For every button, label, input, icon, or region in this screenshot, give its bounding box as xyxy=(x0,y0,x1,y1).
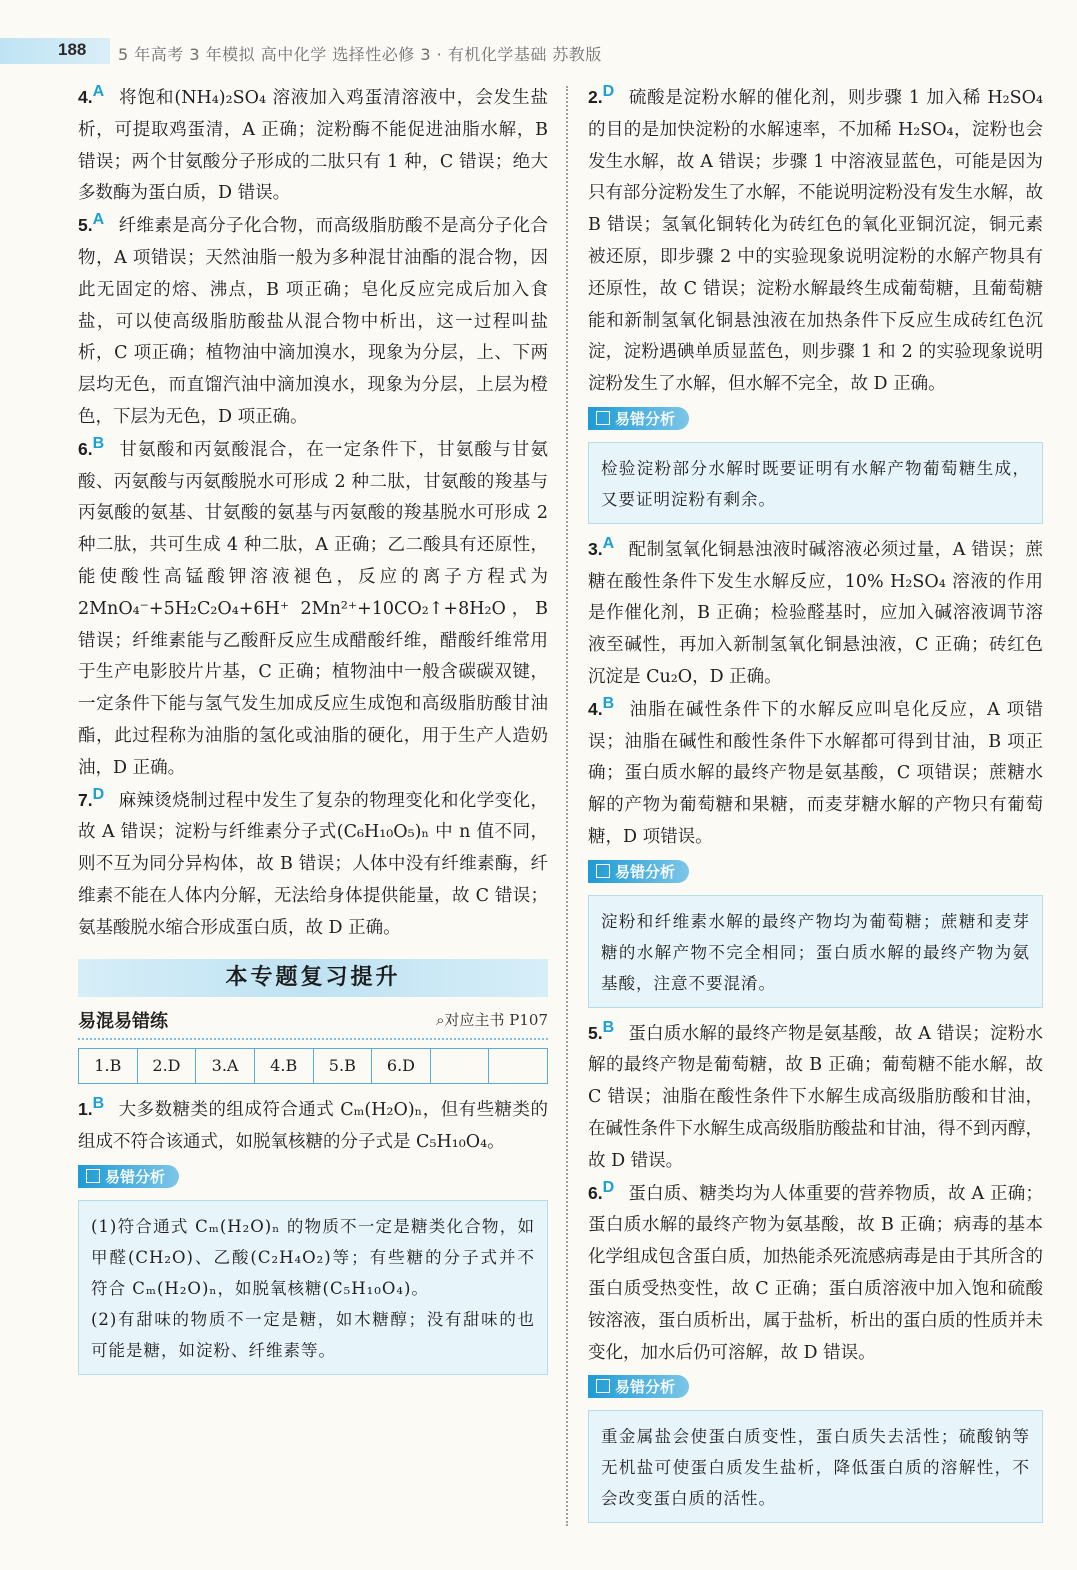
answer-letter: A xyxy=(92,211,105,229)
answer-letter: D xyxy=(602,1178,615,1196)
answer-text: 配制氢氧化铜悬浊液时碱溶液必须过量，A 错误；蔗糖在酸性条件下发生水解反应，10% H₂SO₄ 溶液的作用是作催化剂，B 正确；检验醛基时，应加入碱溶液调节溶液至碱性，再加入新制氢氧化铜悬浊液，C 正确；砖红色沉淀是 Cu₂O，D 正确。 xyxy=(588,539,1043,687)
book-title: 5 年高考 3 年模拟 高中化学 选择性必修 3 · 有机化学基础 苏教版 xyxy=(118,45,602,64)
page-header xyxy=(0,32,1077,72)
answer-text: 纤维素是高分子化合物，而高级脂肪酸不是高分子化合物，A 项错误；天然油脂一般为多种混甘油酯的混合物，因此无固定的熔、沸点，B 项正确；皂化反应完成后加入食盐，可以使高级脂肪酸盐从混合物中析出，这一过程叫盐析，C 项正确；植物油中滴加溴水，现象为分层，上、下两层均无色，而直馏汽油中滴加溴水，现象为分层，上层为橙色，下层为无色，D 项正确。 xyxy=(78,216,548,427)
section-banner: 本专题复习提升 xyxy=(78,959,548,997)
error-analysis-box xyxy=(588,895,1043,1008)
left-column xyxy=(78,82,548,1385)
tip-paragraph: (2)有甜味的物质不一定是糖，如木糖醇；没有甜味的也可能是糖，如淀粉、纤维素等。 xyxy=(91,1309,535,1360)
answer-text: 大多数糖类的组成符合通式 Cₘ(H₂O)ₙ，但有些糖类的组成不符合该通式，如脱氧核糖的分子式是 C₅H₁₀O₄。 xyxy=(78,1100,548,1152)
answer-key-cell: 1.B xyxy=(79,1049,138,1084)
answer-text: 麻辣烫烧制过程中发生了复杂的物理变化和化学变化，故 A 错误；淀粉与纤维素分子式(C₆H₁₀O₅)ₙ 中 n 值不同，则不互为同分异构体，故 B 错误；人体中没有纤维素酶，纤维素不能在人体内分解，无法给身体提供能量，故 C 错误；氨基酸脱水缩合形成蛋白质，故 D 正确。 xyxy=(78,790,548,938)
book-icon xyxy=(596,864,610,878)
error-analysis-tag: 易错分析 xyxy=(588,407,689,430)
answer-key-cell xyxy=(430,1049,489,1084)
answer-text: 蛋白质水解的最终产物是氨基酸，故 A 错误；淀粉水解的最终产物是葡萄糖，故 B 正确；葡萄糖不能水解，故 C 错误；油脂在酸性条件下水解生成高级脂肪酸和甘油，在碱性条件下水解生成高级脂肪酸盐和甘油，得不到丙醇，故 D 错误。 xyxy=(588,1023,1043,1171)
answer-item: 1.B 大多数糖类的组成符合通式 Cₘ(H₂O)ₙ，但有些糖类的组成不符合该通式，如脱氧核糖的分子式是 C₅H₁₀O₄。 xyxy=(78,1095,548,1152)
answer-item: 6.B 甘氨酸和丙氨酸混合，在一定条件下，甘氨酸与甘氨酸、丙氨酸与丙氨酸脱水可形成 2 种二肽，甘氨酸的羧基与丙氨酸的氨基、甘氨酸的氨基与丙氨酸的羧基脱水可形成 2 种二肽，共可生成 4 种二肽，A 正确；乙二酸具有还原性，能使酸性高锰酸钾溶液褪色，反应的离子方程式为 2MnO₄⁻+5H₂C₂O₄+6H⁺ 2Mn²⁺+10CO₂↑+8H₂O，B 错误；纤维素能与乙酸酐反应生成醋酸纤维，醋酸纤维常用于生产电影胶片片基，C 正确；植物油中一般含碳碳双键，一定条件下能与氢气发生加成反应生成饱和高级脂肪酸甘油酯，此过程称为油脂的氢化或油脂的硬化，用于生产人造奶油，D 正确。 xyxy=(78,434,548,778)
page-number-tab xyxy=(0,38,110,64)
answer-letter: B xyxy=(602,694,615,712)
answer-item: 3.A 配制氢氧化铜悬浊液时碱溶液必须过量，A 错误；蔗糖在酸性条件下发生水解反应，10% H₂SO₄ 溶液的作用是作催化剂，B 正确；检验醛基时，应加入碱溶液调节溶液至碱性，再加入新制氢氧化铜悬浊液，C 正确；砖红色沉淀是 Cu₂O，D 正确。 xyxy=(588,534,1043,687)
answer-text: 蛋白质、糖类均为人体重要的营养物质，故 A 正确；蛋白质水解的最终产物为氨基酸，故 B 正确；病毒的基本化学组成包含蛋白质，加热能杀死流感病毒是由于其所含的蛋白质受热变性，故 C 正确；蛋白质溶液中加入饱和硫酸铵溶液，蛋白质析出，属于盐析，析出的蛋白质的性质并未变化，加水后仍可溶解，故 D 错误。 xyxy=(588,1183,1043,1363)
error-analysis-box xyxy=(588,1410,1043,1523)
answer-text: 甘氨酸和丙氨酸混合，在一定条件下，甘氨酸与甘氨酸、丙氨酸与丙氨酸脱水可形成 2 种二肽，甘氨酸的羧基与丙氨酸的氨基、甘氨酸的氨基与丙氨酸的羧基脱水可形成 2 种二肽，共可生成 4 种二肽，A 正确；乙二酸具有还原性，能使酸性高锰酸钾溶液褪色，反应的离子方程式为 2MnO₄⁻+5H₂C₂O₄+6H⁺ 2Mn²⁺+10CO₂↑+8H₂O，B 错误；纤维素能与乙酸酐反应生成醋酸纤维，醋酸纤维常用于生产电影胶片片基，C 正确；植物油中一般含碳碳双键，一定条件下能与氢气发生加成反应生成饱和高级脂肪酸甘油酯，此过程称为油脂的氢化或油脂的硬化，用于生产人造奶油，D 正确。 xyxy=(78,439,548,778)
book-icon xyxy=(596,411,610,425)
answer-item: 2.D 硫酸是淀粉水解的催化剂，则步骤 1 加入稀 H₂SO₄ 的目的是加快淀粉的水解速率，不加稀 H₂SO₄，淀粉也会发生水解，故 A 错误；步骤 1 中溶液显蓝色，可能是因为只有部分淀粉发生了水解，不能说明淀粉没有发生水解，故 B 错误；氢氧化铜转化为砖红色的氧化亚铜沉淀，铜元素被还原，即步骤 2 中的实验现象说明淀粉的水解产物具有还原性，故 C 错误；淀粉水解最终生成葡萄糖，且葡萄糖能和新制氢氧化铜悬浊液在加热条件下反应生成砖红色沉淀，淀粉遇碘单质显蓝色，则步骤 1 和 2 的实验现象说明淀粉发生了水解，但水解不完全，故 D 正确。 xyxy=(588,83,1043,395)
answer-text: 将饱和(NH₄)₂SO₄ 溶液加入鸡蛋清溶液中，会发生盐析，可提取鸡蛋清，A 正确；淀粉酶不能促进油脂水解，B 错误；两个甘氨酸分子形成的二肽只有 1 种，C 错误；绝大多数酶为蛋白质，D 错误。 xyxy=(78,88,548,204)
tip-paragraph: 重金属盐会使蛋白质变性，蛋白质失去活性；硫酸钠等无机盐可使蛋白质发生盐析，降低蛋白质的溶解性，不会改变蛋白质的活性。 xyxy=(601,1427,1030,1509)
answer-letter: B xyxy=(92,434,105,452)
page-number: 188 xyxy=(58,40,87,59)
answer-item: 6.D 蛋白质、糖类均为人体重要的营养物质，故 A 正确；蛋白质水解的最终产物为氨基酸，故 B 正确；病毒的基本化学组成包含蛋白质，加热能杀死流感病毒是由于其所含的蛋白质受热变性，故 C 正确；蛋白质溶液中加入饱和硫酸铵溶液，蛋白质析出，属于盐析，析出的蛋白质的性质并未变化，加水后仍可溶解，故 D 错误。 xyxy=(588,1178,1043,1363)
book-icon xyxy=(86,1169,100,1183)
answer-letter: A xyxy=(602,534,615,552)
error-analysis-box xyxy=(78,1200,548,1375)
error-analysis-tag: 易错分析 xyxy=(78,1165,179,1188)
right-column xyxy=(588,82,1043,1533)
answer-item: 5.A 纤维素是高分子化合物，而高级脂肪酸不是高分子化合物，A 项错误；天然油脂一般为多种混甘油酯的混合物，因此无固定的熔、沸点，B 项正确；皂化反应完成后加入食盐，可以使高级脂肪酸盐从混合物中析出，这一过程叫盐析，C 项正确；植物油中滴加溴水，现象为分层，上、下两层均无色，而直馏汽油中滴加溴水，现象为分层，上层为橙色，下层为无色，D 项正确。 xyxy=(78,211,548,427)
subsection-ref: ⌕对应主书 P107 xyxy=(436,1010,548,1029)
answer-letter: D xyxy=(602,83,615,101)
answer-text: 硫酸是淀粉水解的催化剂，则步骤 1 加入稀 H₂SO₄ 的目的是加快淀粉的水解速率，不加稀 H₂SO₄，淀粉也会发生水解，故 A 错误；步骤 1 中溶液显蓝色，可能是因为只有部分淀粉发生了水解，不能说明淀粉没有发生水解，故 B 错误；氢氧化铜转化为砖红色的氧化亚铜沉淀，铜元素被还原，即步骤 2 中的实验现象说明淀粉的水解产物具有还原性，故 C 错误；淀粉水解最终生成葡萄糖，且葡萄糖能和新制氢氧化铜悬浊液在加热条件下反应生成砖红色沉淀，淀粉遇碘单质显蓝色，则步骤 1 和 2 的实验现象说明淀粉发生了水解，但水解不完全，故 D 正确。 xyxy=(588,88,1043,395)
answer-key-cell: 5.B xyxy=(313,1049,372,1084)
answer-item: 7.D 麻辣烫烧制过程中发生了复杂的物理变化和化学变化，故 A 错误；淀粉与纤维素分子式(C₆H₁₀O₅)ₙ 中 n 值不同，则不互为同分异构体，故 B 错误；人体中没有纤维素酶，纤维素不能在人体内分解，无法给身体提供能量，故 C 错误；氨基酸脱水缩合形成蛋白质，故 D 正确。 xyxy=(78,785,548,938)
tip-paragraph: 检验淀粉部分水解时既要证明有水解产物葡萄糖生成，又要证明淀粉有剩余。 xyxy=(601,458,1030,509)
column-divider xyxy=(566,86,568,1526)
error-analysis-tag: 易错分析 xyxy=(588,860,689,883)
answer-key-cell: 4.B xyxy=(254,1049,313,1084)
answer-letter: B xyxy=(92,1095,105,1113)
answer-key-cell xyxy=(489,1049,548,1084)
tip-paragraph: (1)符合通式 Cₘ(H₂O)ₙ 的物质不一定是糖类化合物，如甲醛(CH₂O)、乙酸(C₂H₄O₂)等；有些糖的分子式并不符合 Cₘ(H₂O)ₙ，如脱氧核糖(C₅H₁₀O₄)。 xyxy=(91,1216,535,1298)
answer-key-cell: 3.A xyxy=(196,1049,255,1084)
answer-key-cell: 6.D xyxy=(372,1049,431,1084)
answer-text: 油脂在碱性条件下的水解反应叫皂化反应，A 项错误；油脂在碱性和酸性条件下水解都可得到甘油，B 项正确；蛋白质水解的最终产物是氨基酸，C 项错误；蔗糖水解的产物为葡萄糖和果糖，而麦芽糖水解的产物只有葡萄糖，D 项错误。 xyxy=(588,699,1043,847)
answer-item: 4.A 将饱和(NH₄)₂SO₄ 溶液加入鸡蛋清溶液中，会发生盐析，可提取鸡蛋清，A 正确；淀粉酶不能促进油脂水解，B 错误；两个甘氨酸分子形成的二肽只有 1 种，C 错误；绝大多数酶为蛋白质，D 错误。 xyxy=(78,83,548,204)
book-icon xyxy=(596,1379,610,1393)
error-analysis-box xyxy=(588,442,1043,524)
error-analysis-tag: 易错分析 xyxy=(588,1375,689,1398)
answer-letter: D xyxy=(92,785,105,803)
answer-item: 4.B 油脂在碱性条件下的水解反应叫皂化反应，A 项错误；油脂在碱性和酸性条件下水解都可得到甘油，B 项正确；蛋白质水解的最终产物是氨基酸，C 项错误；蔗糖水解的产物为葡萄糖和果糖，而麦芽糖水解的产物只有葡萄糖，D 项错误。 xyxy=(588,694,1043,847)
answer-key-table xyxy=(78,1048,548,1084)
answer-key-cell: 2.D xyxy=(137,1049,196,1084)
answer-letter: B xyxy=(602,1018,615,1036)
answer-letter: A xyxy=(92,83,105,101)
search-icon: ⌕ xyxy=(436,1010,445,1029)
answer-item: 5.B 蛋白质水解的最终产物是氨基酸，故 A 错误；淀粉水解的最终产物是葡萄糖，故 B 正确；葡萄糖不能水解，故 C 错误；油脂在酸性条件下水解生成高级脂肪酸和甘油，在碱性条件下水解生成高级脂肪酸盐和甘油，得不到丙醇，故 D 错误。 xyxy=(588,1018,1043,1171)
subsection-header xyxy=(78,1005,548,1041)
tip-paragraph: 淀粉和纤维素水解的最终产物均为葡萄糖；蔗糖和麦芽糖的水解产物不完全相同；蛋白质水解的最终产物为氨基酸，注意不要混淆。 xyxy=(601,911,1030,993)
subsection-title: 易混易错练 xyxy=(78,1011,168,1033)
